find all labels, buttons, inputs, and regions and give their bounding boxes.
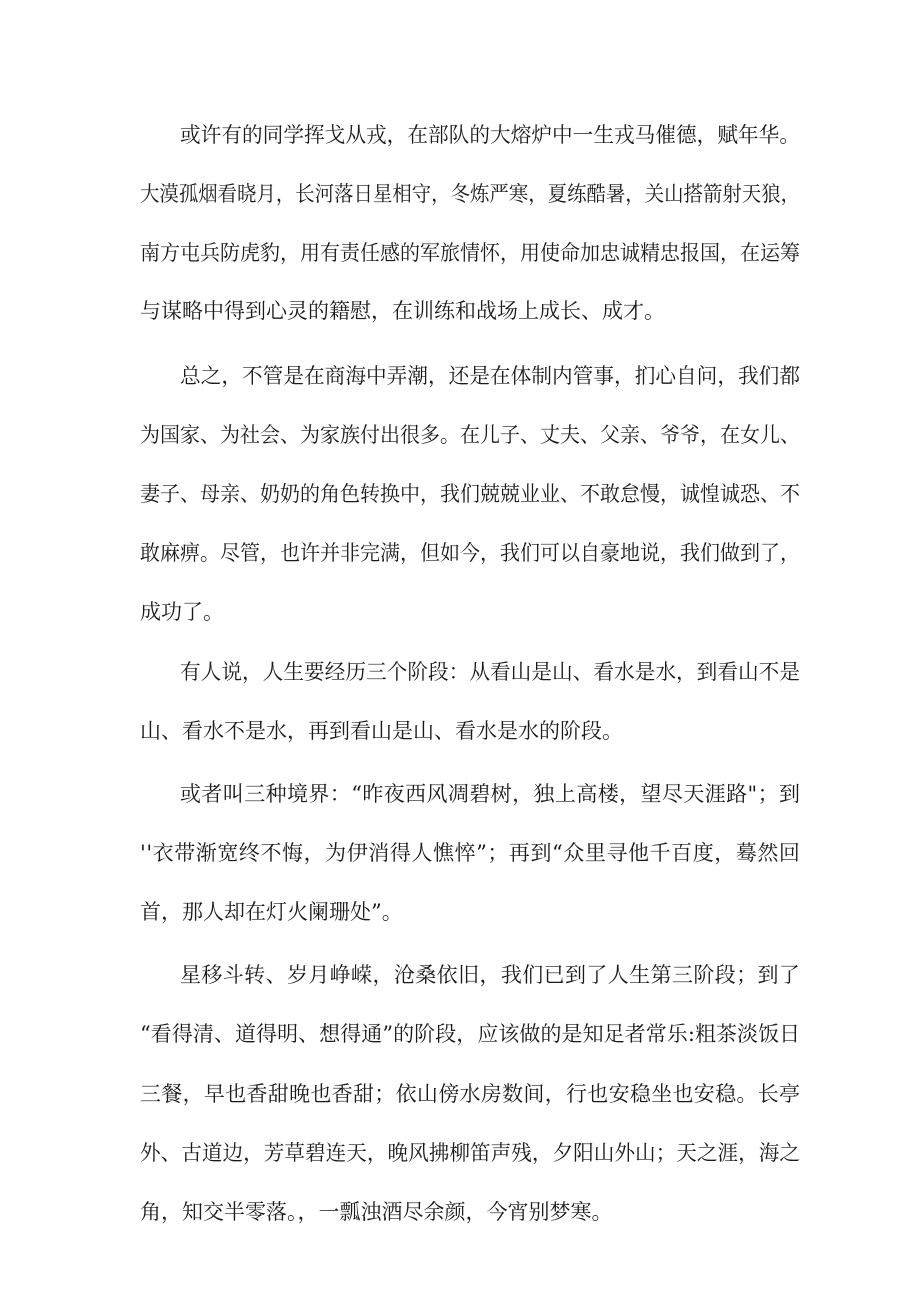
paragraph-5-line-5: 角，知交半零落。，一瓢浊酒尽余颜，今宵别梦寒。 (140, 1200, 613, 1224)
paragraph-2-line-1: 总之，不管是在商海中弄潮，还是在体制内管事，扪心自问，我们都 (180, 364, 800, 388)
paragraph-1-line-3: 南方屯兵防虎豹，用有责任感的军旅情怀，用使命加忠诚精忠报国，在运筹 (140, 241, 801, 265)
paragraph-2-line-5: 成功了。 (140, 600, 224, 624)
paragraph-5-line-3: 三餐，早也香甜晚也香甜；依山傍水房数间，行也安稳坐也安稳。长亭 (140, 1082, 801, 1106)
paragraph-5-line-4: 外、古道边，芳草碧连天，晚风拂柳笛声残，夕阳山外山；天之涯，海之 (140, 1141, 800, 1165)
paragraph-1-line-2: 大漠孤烟看晓月，长河落日星相守，冬炼严寒，夏练酷暑，关山搭箭射天狼， (140, 182, 801, 206)
paragraph-2-line-3: 妻子、母亲、奶奶的角色转换中，我们兢兢业业、不敢怠慢，诚惶诚恐、不 (140, 482, 801, 506)
paragraph-3-line-1: 有人说，人生要经历三个阶段：从看山是山、看水是水，到看山不是 (180, 660, 800, 684)
paragraph-3-line-2: 山、看水不是水，再到看山是山、看水是水的阶段。 (140, 719, 623, 743)
paragraph-4-line-2: ''衣带渐宽终不悔，为伊消得人憔悴”；再到“众里寻他千百度，蓦然回 (140, 841, 801, 865)
paragraph-1-line-4: 与谋略中得到心灵的籍慰，在训练和战场上成长、成才。 (140, 299, 665, 323)
paragraph-1-line-1: 或许有的同学挥戈从戎，在部队的大熔炉中一生戎马催德，赋年华。 (180, 123, 800, 147)
paragraph-4-line-1: 或者叫三种境界：“昨夜西风凋碧树，独上高楼，望尽天涯路"；到 (180, 782, 801, 806)
paragraph-2-line-2: 为国家、为社会、为家族付出很多。在儿子、丈夫、父亲、爷爷，在女儿、 (140, 423, 801, 447)
paragraph-5-line-1: 星移斗转、岁月峥嵘，沧桑依旧，我们已到了人生第三阶段；到了 (180, 963, 801, 987)
paragraph-2-line-4: 敢麻痹。尽管，也许并非完满，但如今，我们可以自豪地说，我们做到了， (140, 541, 801, 565)
paragraph-4-line-3: 首，那人却在灯火阑珊处”。 (140, 900, 403, 924)
paragraph-5-line-2: “看得清、道得明、想得通”的阶段，应该做的是知足者常乐:粗茶淡饭日 (140, 1022, 801, 1046)
